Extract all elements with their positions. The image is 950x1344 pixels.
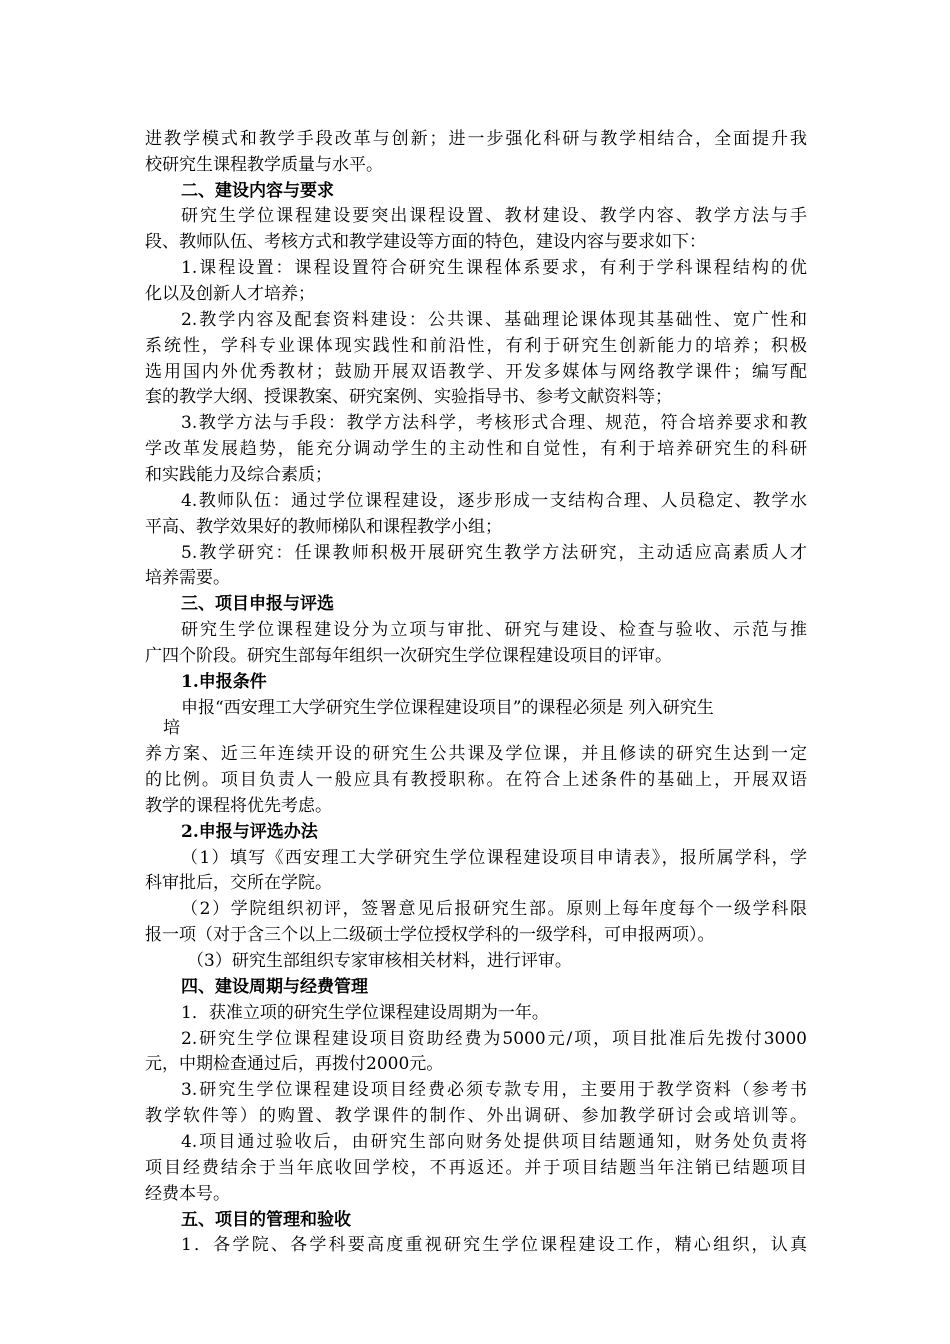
body-text-line: 系统性，学科专业课体现实践性和前沿性，有利于研究生创新能力的培养；积极: [145, 336, 807, 356]
subsection-heading: 1.申报条件: [181, 672, 267, 692]
section-heading: 三、项目申报与评选: [181, 594, 334, 614]
section-heading: 四、建设周期与经费管理: [181, 977, 368, 997]
body-text-line: 套的教学大纲、授课教案、研究案例、实验指导书、参考文献资料等；: [145, 387, 672, 407]
body-text-line: （1）填写《西安理工大学研究生学位课程建设项目申请表》，报所属学科，学: [181, 848, 807, 868]
body-text-line: 4.项目通过验收后，由研究生部向财务处提供项目结题通知，财务处负责将: [181, 1132, 807, 1152]
body-text-line: 和实践能力及综合素质；: [145, 465, 332, 485]
body-text-line: 研究生学位课程建设分为立项与审批、研究与建设、检查与验收、示范与推: [181, 620, 807, 640]
body-text-line: 进教学模式和教学手段改革与创新；进一步强化科研与教学相结合，全面提升我: [145, 129, 807, 149]
body-text-line: 段、教师队伍、考核方式和教学建设等方面的特色，建设内容与要求如下：: [145, 232, 706, 252]
body-text-line: 培: [163, 718, 180, 738]
body-text-line: 2.研究生学位课程建设项目资助经费为5000元/项，项目批准后先拨付3000: [181, 1029, 807, 1049]
body-text-line: 1．获准立项的研究生学位课程建设周期为一年。: [181, 1003, 549, 1023]
body-text-line: 养方案、近三年连续开设的研究生公共课及学位课，并且修读的研究生达到一定: [145, 744, 807, 764]
body-text-line: 化以及创新人才培养；: [145, 284, 315, 304]
body-text-line: 教学软件等）的购置、教学课件的制作、外出调研、参加教学研讨会或培训等。: [145, 1106, 807, 1126]
body-text-line: 申报“西安理工大学研究生学位课程建设项目”的课程必须是 列入研究生: [181, 698, 714, 718]
body-text-line: 5.教学研究：任课教师积极开展研究生教学方法研究，主动适应高素质人才: [181, 543, 807, 563]
body-text-line: 研究生学位课程建设要突出课程设置、教材建设、教学内容、教学方法与手: [181, 206, 807, 226]
body-text-line: 1.课程设置：课程设置符合研究生课程体系要求，有利于学科课程结构的优: [181, 258, 807, 278]
body-text-line: 项目经费结余于当年底收回学校，不再返还。并于项目结题当年注销已结题项目: [145, 1158, 807, 1178]
body-text-line: 科审批后，交所在学院。: [145, 873, 332, 893]
body-text-line: （2）学院组织初评，签署意见后报研究生部。原则上每年度每个一级学科限: [181, 899, 807, 919]
subsection-heading: 2.申报与评选办法: [181, 822, 318, 842]
body-text-line: 广四个阶段。研究生部每年组织一次研究生学位课程建设项目的评审。: [145, 646, 672, 666]
body-text-line: 元，中期检查通过后，再拨付2000元。: [145, 1054, 444, 1074]
body-text-line: 培养需要。: [145, 568, 230, 588]
body-text-line: 学改革发展趋势，能充分调动学生的主动性和自觉性，有利于培养研究生的科研: [145, 439, 807, 459]
body-text-line: 教学的课程将优先考虑。: [145, 796, 332, 816]
body-text-line: 4.教师队伍：通过学位课程建设，逐步形成一支结构合理、人员稳定、教学水: [181, 491, 807, 511]
body-text-line: 校研究生课程教学质量与水平。: [145, 155, 383, 175]
body-text-line: 2.教学内容及配套资料建设：公共课、基础理论课体现其基础性、宽广性和: [181, 310, 807, 330]
body-text-line: （3）研究生部组织专家审核相关材料，进行评审。: [187, 951, 572, 971]
body-text-line: 选用国内外优秀教材；鼓励开展双语教学、开发多媒体与网络教学课件；编写配: [145, 362, 807, 382]
body-text-line: 平高、教学效果好的教师梯队和课程教学小组；: [145, 517, 502, 537]
body-text-line: 的比例。项目负责人一般应具有教授职称。在符合上述条件的基础上，开展双语: [145, 770, 807, 790]
body-text-line: 1．各学院、各学科要高度重视研究生学位课程建设工作，精心组织，认真: [181, 1235, 807, 1255]
section-heading: 五、项目的管理和验收: [181, 1210, 351, 1230]
body-text-line: 3.教学方法与手段：教学方法科学，考核形式合理、规范，符合培养要求和教: [181, 413, 807, 433]
body-text-line: 3.研究生学位课程建设项目经费必须专款专用，主要用于教学资料（参考书: [181, 1080, 807, 1100]
section-heading: 二、建设内容与要求: [181, 181, 334, 201]
body-text-line: 经费本号。: [145, 1184, 230, 1204]
body-text-line: 报一项（对于含三个以上二级硕士学位授权学科的一级学科，可申报两项）。: [145, 925, 715, 945]
